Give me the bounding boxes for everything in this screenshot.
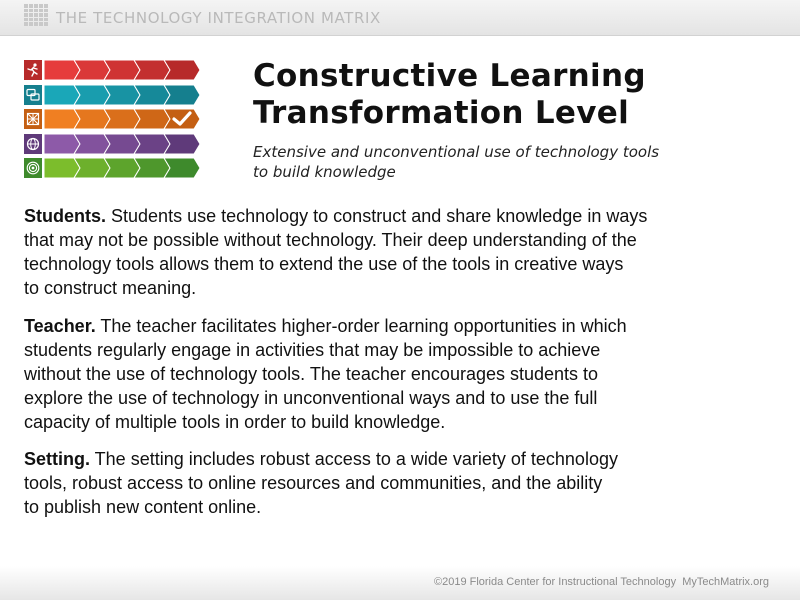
matrix-row-active: [24, 60, 200, 80]
chat-bubbles-icon: [24, 85, 44, 105]
teacher-text-line: capacity of multiple tools in order to build knowledge.: [24, 412, 446, 432]
teacher-text-line: The teacher facilitates higher-order learning opportunities in which: [95, 316, 627, 336]
header-title: THE TECHNOLOGY INTEGRATION MATRIX: [56, 9, 381, 27]
students-text-line: to construct meaning.: [24, 278, 197, 298]
active-level-chevrons: [44, 60, 200, 80]
teacher-label: Teacher.: [24, 316, 96, 336]
footer-site-link[interactable]: MyTechMatrix.org: [682, 576, 769, 588]
matrix-row-goal-directed: [24, 158, 200, 178]
collaborative-level-chevrons: [44, 85, 200, 105]
goal-directed-level-chevrons: [44, 158, 200, 178]
slide-subtitle-line-1: Extensive and unconventional use of technology tools: [253, 143, 660, 161]
slide-subtitle: [253, 142, 773, 182]
students-paragraph: [24, 204, 784, 300]
level-chevron: [44, 60, 80, 80]
authentic-level-chevrons: [44, 134, 200, 154]
matrix-row-constructive: [24, 109, 200, 129]
tim-matrix-graphic: [24, 60, 200, 183]
students-label: Students.: [24, 206, 107, 226]
building-blocks-icon: [24, 109, 44, 129]
level-chevron: [44, 85, 80, 105]
constructive-level-chevrons: [44, 109, 200, 129]
matrix-row-authentic: [24, 134, 200, 154]
setting-text-line: The setting includes robust access to a wide variety of technology: [90, 449, 618, 469]
footer-credit: [434, 576, 769, 588]
teacher-text-line: students regularly engage in activities that may be impossible to achieve: [24, 340, 601, 360]
slide-title-line-2: Transformation Level: [253, 95, 630, 131]
footer-copyright: ©2019 Florida Center for Instructional Technology: [433, 576, 677, 588]
setting-text-line: to publish new content online.: [24, 497, 262, 517]
slide-title: [253, 58, 773, 132]
running-figure-icon: [24, 60, 44, 80]
teacher-text-line: without the use of technology tools. The teacher encourages students to: [24, 364, 599, 384]
level-chevron: [44, 134, 80, 154]
footer-bar: [0, 566, 800, 600]
teacher-paragraph: [24, 314, 784, 434]
students-text-line: that may not be possible without technology. Their deep understanding of the: [24, 230, 637, 250]
teacher-text-line: explore the use of technology in unconventional ways and to use the full: [24, 388, 598, 408]
slide-subtitle-line-2: to build knowledge: [253, 163, 396, 181]
matrix-grid-icon: [24, 4, 48, 26]
slide-title-line-1: Constructive Learning: [253, 58, 646, 94]
level-chevron: [44, 158, 80, 178]
students-text-line: Students use technology to construct and share knowledge in ways: [106, 206, 648, 226]
setting-label: Setting.: [24, 449, 90, 469]
header-bar: [0, 0, 800, 36]
level-chevron: [44, 109, 80, 129]
globe-icon: [24, 134, 44, 154]
matrix-row-collaborative: [24, 85, 200, 105]
setting-text-line: tools, robust access to online resources and communities, and the ability: [24, 473, 603, 493]
setting-paragraph: [24, 447, 784, 519]
target-icon: [24, 158, 44, 178]
students-text-line: technology tools allows them to extend the use of the tools in creative ways: [24, 254, 624, 274]
